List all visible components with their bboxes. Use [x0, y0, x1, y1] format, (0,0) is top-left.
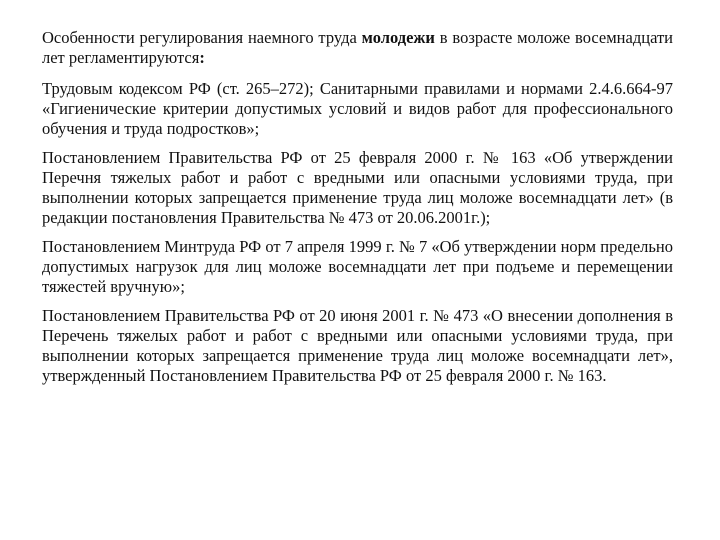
document-page	[42, 28, 673, 395]
regulation-item-mintrud-decree-7: Постановлением Минтруда РФ от 7 апреля 1999 г. № 7 «Об утверждении норм предельно допустимых нагрузок для лиц моложе восемнадцати лет при подъеме и перемещении тяжестей вручную»;	[42, 237, 673, 296]
intro-text-middle: в возрасте моложе восемнадцати лет регламентируются	[42, 28, 674, 67]
regulation-item-government-decree-473: Постановлением Правительства РФ от 20 июня 2001 г. № 473 «О внесении дополнения в Перечень тяжелых работ и работ с вредными или опасными условиями труда, при выполнении которых запрещается применение труда лиц моложе восемнадцати лет», утвержденный Постановлением Правительства РФ от 25 февраля 2000 г. № 163.	[42, 306, 673, 385]
intro-emphasis: молодежи	[361, 28, 435, 47]
intro-colon: :	[199, 48, 205, 67]
regulation-item-labor-code: Трудовым кодексом РФ (ст. 265–272); Санитарными правилами и нормами 2.4.6.664-97 «Гигиенические критерии допустимых условий и видов работ для профессионального обучения и труда подростков»;	[42, 79, 673, 138]
intro-text-before: Особенности регулирования наемного труда	[42, 28, 362, 47]
regulation-item-government-decree-163: Постановлением Правительства РФ от 25 февраля 2000 г. № 163 «Об утверждении Перечня тяжелых работ и работ с вредными или опасными условиями труда, при выполнении которых запрещается применение труда лиц моложе восемнадцати лет» (в редакции постановления Правительства № 473 от 20.06.2001г.);	[42, 148, 673, 227]
intro-paragraph	[42, 28, 673, 68]
